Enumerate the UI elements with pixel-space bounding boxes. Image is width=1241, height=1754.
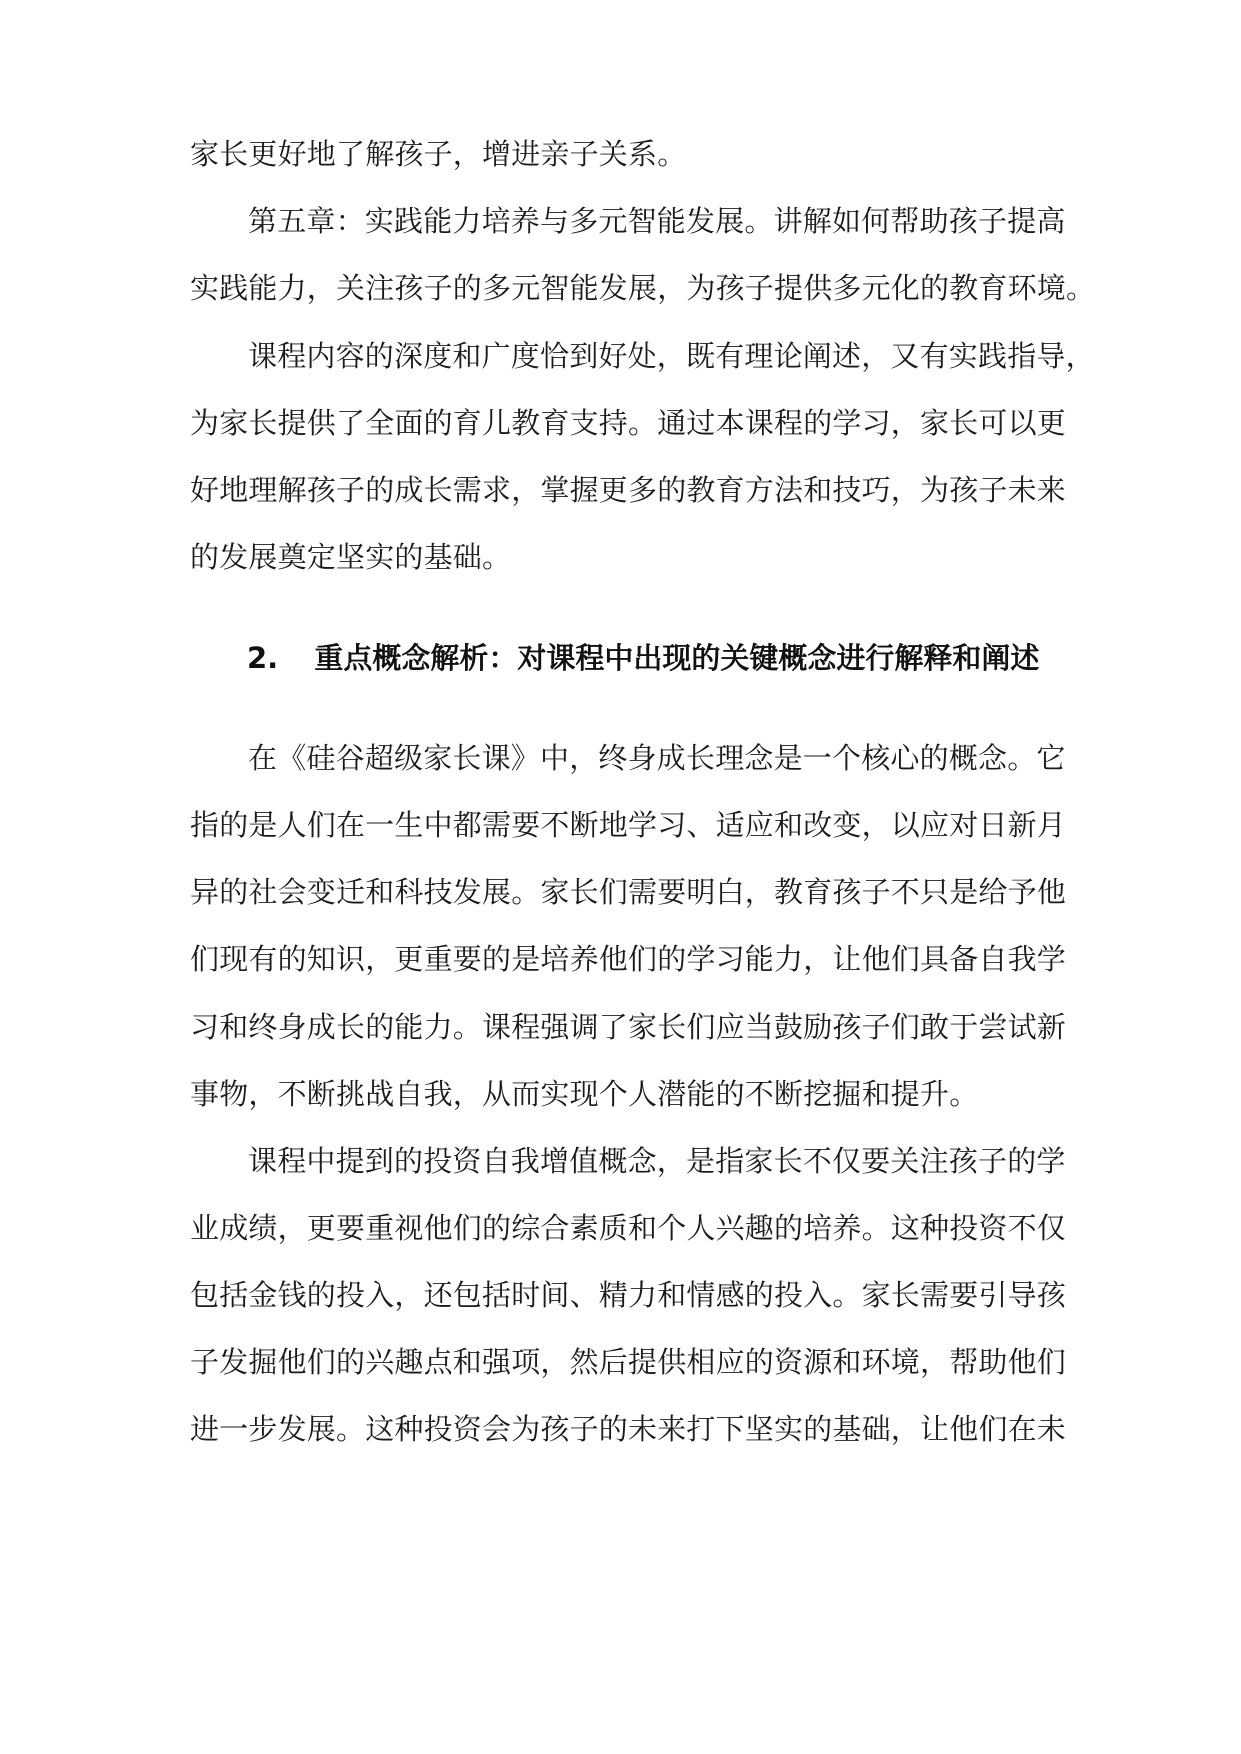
paragraph-line: 进一步发展。这种投资会为孩子的未来打下坚实的基础，让他们在未 [190,1412,1067,1446]
paragraph-line: 们现有的知识，更重要的是培养他们的学习能力，让他们具备自我学 [190,942,1067,976]
paragraph-line: 习和终身成长的能力。课程强调了家长们应当鼓励孩子们敢于尝试新 [190,1010,1067,1044]
paragraph-line: 好地理解孩子的成长需求，掌握更多的教育方法和技巧，为孩子未来 [190,473,1067,507]
section-heading [247,638,1067,678]
paragraph-line: 的发展奠定坚实的基础。 [190,540,512,574]
section-number: 2. [247,641,279,675]
paragraph-line: 子发掘他们的兴趣点和强项，然后提供相应的资源和环境，帮助他们 [190,1345,1067,1379]
paragraph-line: 在《硅谷超级家长课》中，终身成长理念是一个核心的概念。它 [248,741,1066,775]
paragraph-line: 为家长提供了全面的育儿教育支持。通过本课程的学习，家长可以更 [190,406,1067,440]
section-title: 重点概念解析：对课程中出现的关键概念进行解释和阐述 [314,641,1040,675]
paragraph-line: 异的社会变迁和科技发展。家长们需要明白，教育孩子不只是给予他 [190,875,1067,909]
paragraph-line: 指的是人们在一生中都需要不断地学习、适应和改变，以应对日新月 [190,808,1067,842]
paragraph-line: 业成绩，更要重视他们的综合素质和个人兴趣的培养。这种投资不仅 [190,1211,1067,1245]
paragraph-line: 事物，不断挑战自我，从而实现个人潜能的不断挖掘和提升。 [190,1077,979,1111]
paragraph-line: 家长更好地了解孩子，增进亲子关系。 [190,137,687,171]
paragraph-line: 包括金钱的投入，还包括时间、精力和情感的投入。家长需要引导孩 [190,1278,1067,1312]
paragraph-line: 课程中提到的投资自我增值概念，是指家长不仅要关注孩子的学 [248,1144,1066,1178]
paragraph-line: 课程内容的深度和广度恰到好处，既有理论阐述，又有实践指导， [248,339,1095,373]
paragraph-line: 第五章：实践能力培养与多元智能发展。讲解如何帮助孩子提高 [248,204,1066,238]
paragraph-line: 实践能力，关注孩子的多元智能发展，为孩子提供多元化的教育环境。 [190,271,1096,305]
